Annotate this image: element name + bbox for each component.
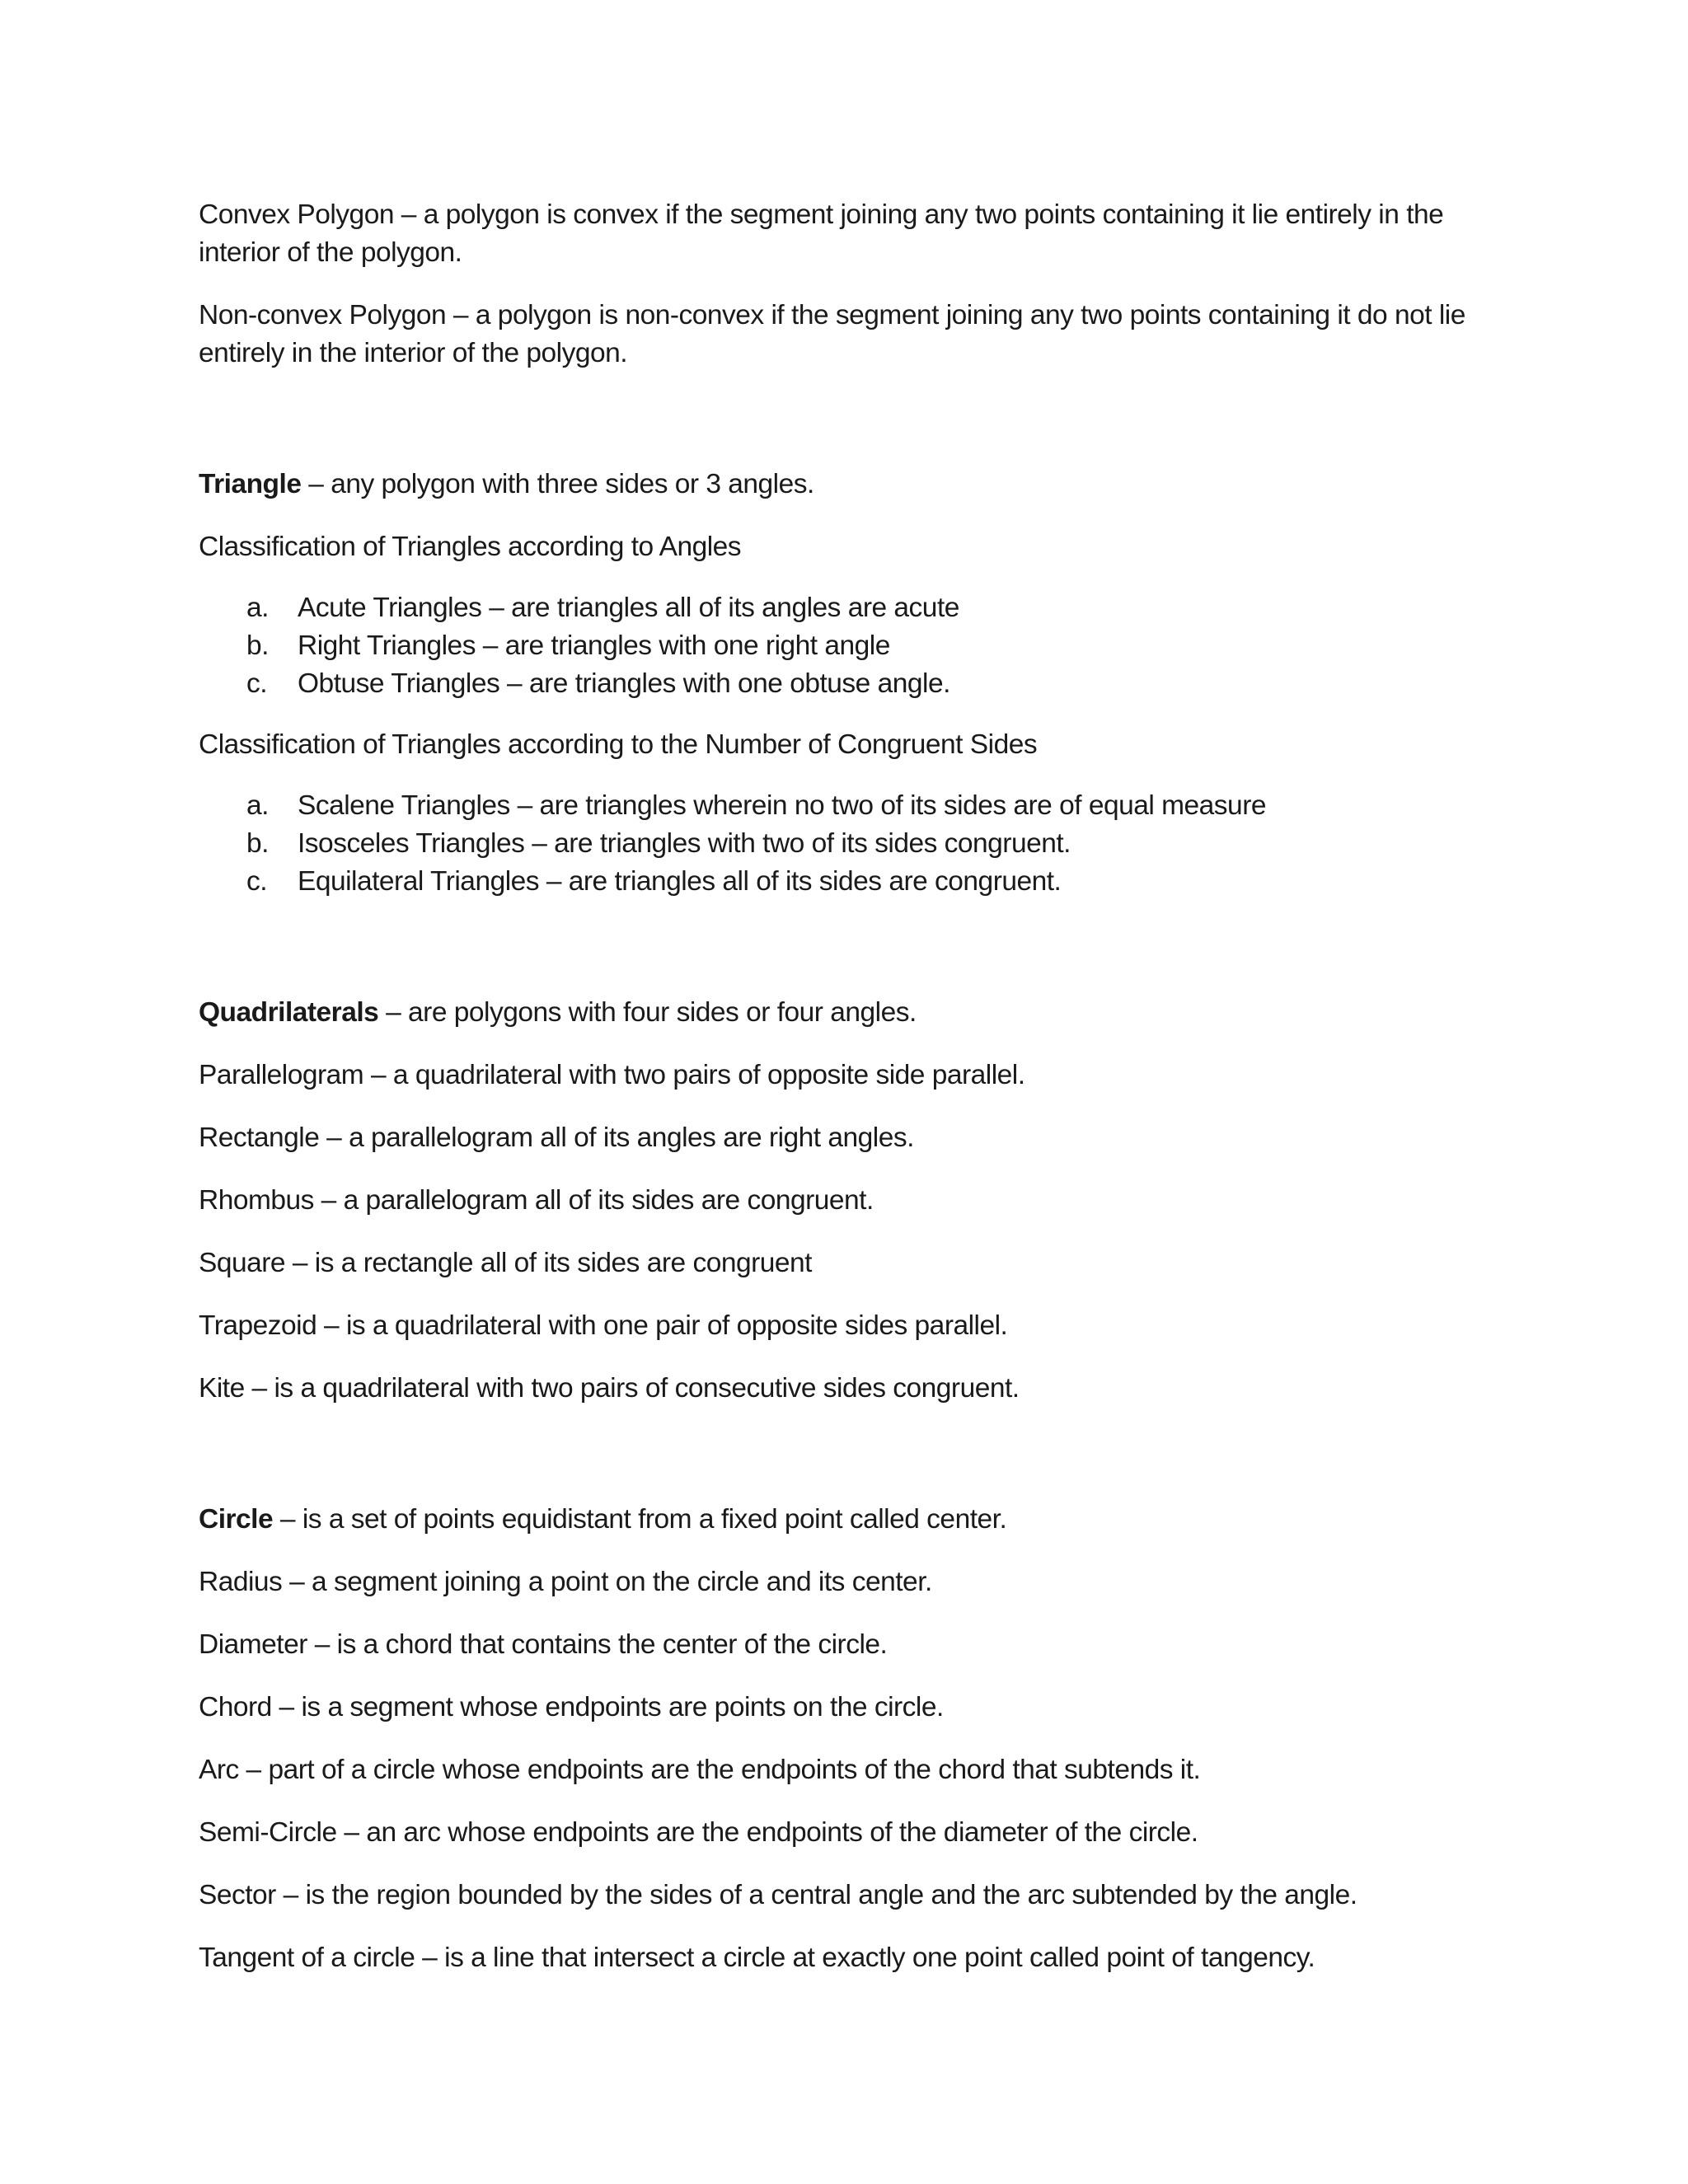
trapezoid-definition: Trapezoid – is a quadrilateral with one pair of opposite sides parallel. (199, 1310, 1008, 1341)
parallelogram-definition: Parallelogram – a quadrilateral with two pairs of opposite side parallel. (199, 1060, 1025, 1090)
list-item (199, 665, 1484, 703)
radius-definition: Radius – a segment joining a point on the circle and its center. (199, 1567, 932, 1597)
list-item (199, 627, 1484, 665)
triangles-by-sides-list (199, 787, 1484, 901)
chord-definition: Chord – is a segment whose endpoints are points on the circle. (199, 1692, 944, 1722)
list-item-text: Right Triangles – are triangles with one right angle (298, 630, 890, 661)
list-item-text: Acute Triangles – are triangles all of its angles are acute (298, 593, 959, 623)
list-marker: b. (246, 828, 269, 859)
list-item (199, 589, 1484, 627)
triangle-definition (199, 466, 1484, 504)
triangle-term: Triangle (199, 469, 302, 499)
rectangle-definition: Rectangle – a parallelogram all of its angles are right angles. (199, 1122, 914, 1153)
list-item (199, 825, 1484, 863)
list-item-text: Equilateral Triangles – are triangles all of its sides are congruent. (298, 866, 1062, 897)
triangles-by-sides-heading: Classification of Triangles according to the Number of Congruent Sides (199, 729, 1038, 760)
list-item-text: Isosceles Triangles – are triangles with two of its sides congruent. (298, 828, 1071, 859)
list-marker: c. (246, 668, 268, 699)
circle-term: Circle (199, 1504, 274, 1535)
arc-definition: Arc – part of a circle whose endpoints are the endpoints of the chord that subtends it. (199, 1755, 1201, 1785)
quadrilaterals-definition-text: – are polygons with four sides or four angles. (378, 997, 917, 1028)
list-item-text: Scalene Triangles – are triangles wherein no two of its sides are of equal measure (298, 790, 1266, 821)
quadrilaterals-definition (199, 994, 1484, 1032)
non-convex-polygon-definition: Non-convex Polygon – a polygon is non-convex if the segment joining any two points containing it do not lie entirely in the interior of the polygon. (199, 300, 1465, 368)
list-marker: a. (246, 593, 269, 623)
triangles-by-angles-list (199, 589, 1484, 703)
circle-definition-text: – is a set of points equidistant from a fixed point called center. (273, 1504, 1007, 1535)
quadrilaterals-term: Quadrilaterals (199, 997, 379, 1028)
list-item-text: Obtuse Triangles – are triangles with one obtuse angle. (298, 668, 950, 699)
list-marker: c. (246, 866, 268, 897)
document-page (199, 196, 1484, 1977)
list-item (199, 787, 1484, 825)
list-item (199, 863, 1484, 901)
list-marker: b. (246, 630, 269, 661)
circle-definition (199, 1501, 1484, 1539)
sector-definition: Sector – is the region bounded by the sides of a central angle and the arc subtended by the angle. (199, 1880, 1357, 1910)
diameter-definition: Diameter – is a chord that contains the center of the circle. (199, 1629, 888, 1660)
rhombus-definition: Rhombus – a parallelogram all of its sides are congruent. (199, 1185, 874, 1216)
square-definition: Square – is a rectangle all of its sides are congruent (199, 1248, 812, 1278)
convex-polygon-definition: Convex Polygon – a polygon is convex if the segment joining any two points containing it lie entirely in the interior of the polygon. (199, 199, 1444, 268)
kite-definition: Kite – is a quadrilateral with two pairs of consecutive sides congruent. (199, 1373, 1020, 1404)
triangles-by-angles-heading: Classification of Triangles according to Angles (199, 532, 742, 562)
list-marker: a. (246, 790, 269, 821)
triangle-definition-text: – any polygon with three sides or 3 angles. (301, 469, 814, 499)
semi-circle-definition: Semi-Circle – an arc whose endpoints are the endpoints of the diameter of the circle. (199, 1817, 1198, 1848)
tangent-definition: Tangent of a circle – is a line that intersect a circle at exactly one point called point of tangency. (199, 1943, 1315, 1973)
